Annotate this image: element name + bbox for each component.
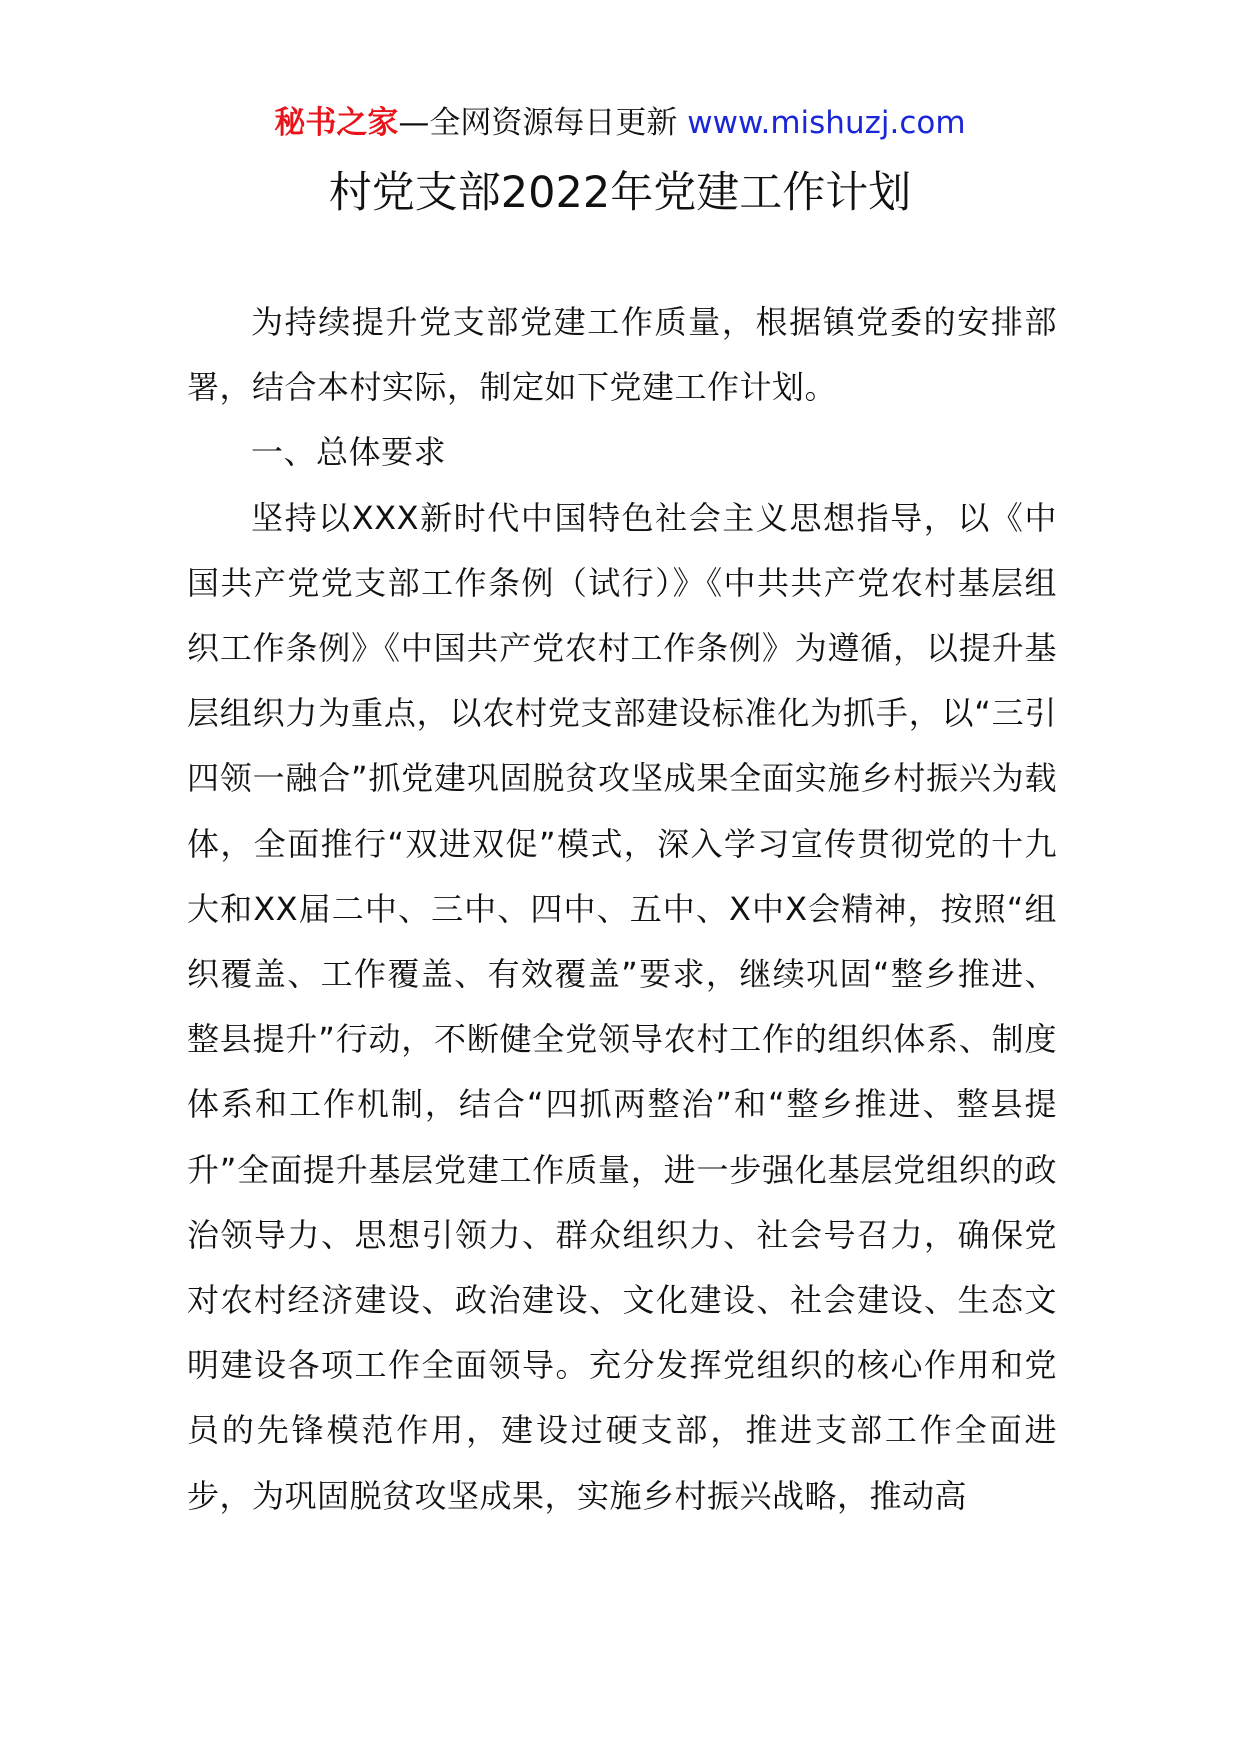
site-url-link[interactable]: www.mishuzj.com — [677, 105, 966, 141]
document-title: 村党支部2022年党建工作计划 — [328, 168, 912, 218]
site-header — [0, 103, 1240, 143]
section-heading: 一、总体要求 — [251, 433, 447, 472]
intro-paragraph: 为持续提升党支部党建工作质量，根据镇党委的安排部署，结合本村实际，制定如下党建工作计划。 — [187, 303, 1057, 407]
brand-name: 秘书之家 — [274, 105, 399, 141]
body-paragraph: 坚持以XXX新时代中国特色社会主义思想指导，以《中国共产党党支部工作条例（试行）》《中共共产党农村基层组织工作条例》《中国共产党农村工作条例》为遵循，以提升基层组织力为重点，以农村党支部建设标准化为抓手，以“三引四领一融合”抓党建巩固脱贫攻坚成果全面实施乡村振兴为载体，全面推行“双进双促”模式，深入学习宣传贯彻党的十九大和XX届二中、三中、四中、五中、X中X会精神，按照“组织覆盖、工作覆盖、有效覆盖”要求，继续巩固“整乡推进、整县提升”行动，不断健全党领导农村工作的组织体系、制度体系和工作机制，结合“四抓两整治”和“整乡推进、整县提升”全面提升基层党建工作质量，进一步强化基层党组织的政治领导力、思想引领力、群众组织力、社会号召力，确保党对农村经济建设、政治建设、文化建设、社会建设、生态文明建设各项工作全面领导。充分发挥党组织的核心作用和党员的先锋模范作用，建设过硬支部，推进支部工作全面进步，为巩固脱贫攻坚成果，实施乡村振兴战略，推动高 — [187, 498, 1057, 1515]
document-body — [187, 290, 1057, 1529]
header-slogan: —全网资源每日更新 — [398, 105, 678, 141]
